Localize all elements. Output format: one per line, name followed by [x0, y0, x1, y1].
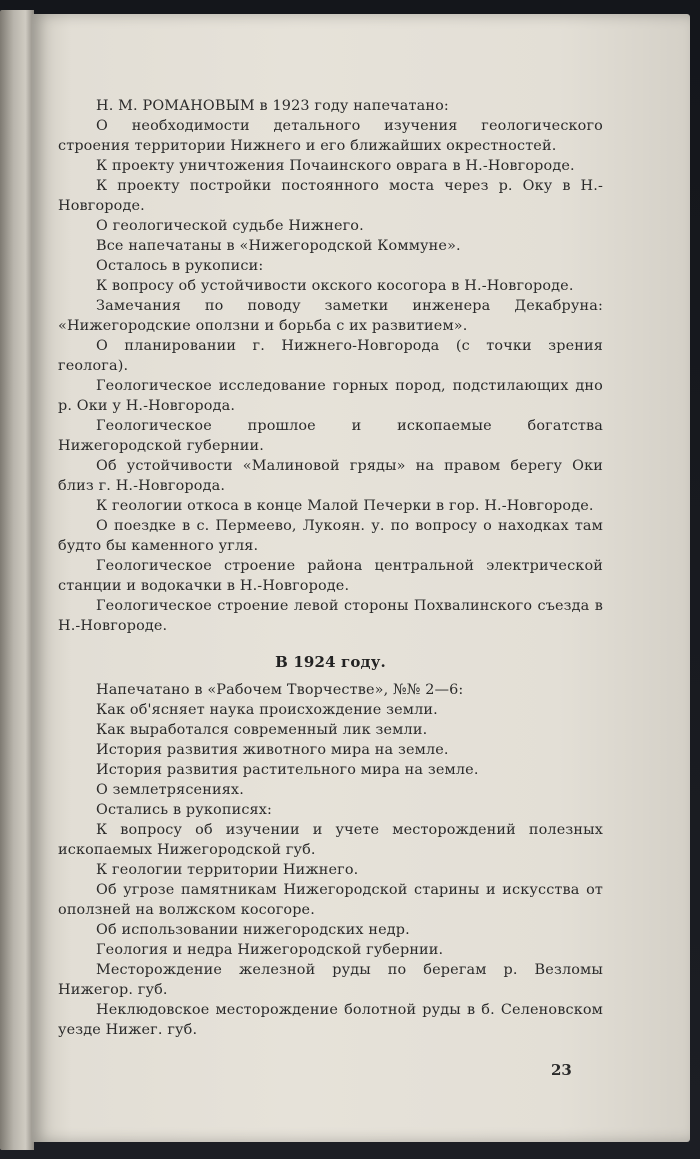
paragraph: О поездке в с. Пермеево, Лукоян. у. по вопросу о находках там будто бы каменного угля. [58, 518, 603, 554]
paragraph: К проекту постройки постоянного моста через р. Оку в Н.-Новгороде. [58, 178, 603, 214]
paragraph: Геология и недра Нижегородской губернии. [96, 942, 444, 958]
paragraph: Как об'ясняет наука происхождение земли. [96, 702, 438, 718]
paragraph: Неклюдовское месторождение болотной руды в б. Селеновском уезде Нижег. губ. [58, 1002, 603, 1038]
paragraph: Геологическое строение левой стороны Похвалинского съезда в Н.-Новгороде. [58, 598, 603, 634]
paragraph: К проекту уничтожения Почаинского оврага в Н.-Новгороде. [96, 158, 575, 174]
paragraph: Все напечатаны в «Нижегородской Коммуне». [96, 238, 461, 254]
paragraph: К вопросу об устойчивости окского косогора в Н.-Новгороде. [96, 278, 574, 294]
paragraph: Н. М. РОМАНОВЫМ в 1923 году напечатано: [96, 98, 449, 114]
paragraph: К геологии откоса в конце Малой Печерки в гор. Н.-Новгороде. [96, 498, 594, 514]
paragraph: Геологическое прошлое и ископаемые богатства Нижегородской губернии. [58, 418, 603, 454]
paragraph: К геологии территории Нижнего. [96, 862, 359, 878]
page-number: 23 [551, 1061, 572, 1079]
previous-page-edge [0, 10, 34, 1150]
paragraph: О необходимости детального изучения геологического строения территории Нижнего и его ближайших окрестностей. [58, 118, 603, 154]
paragraph: История развития животного мира на земле. [96, 742, 449, 758]
paragraph: Геологическое строение района центральной электрической станции и водокачки в Н.-Новгороде. [58, 558, 603, 594]
paragraph: Об устойчивости «Малиновой гряды» на правом берегу Оки близ г. Н.-Новгорода. [58, 458, 603, 494]
paragraph: Остались в рукописях: [96, 802, 273, 818]
paragraph: Геологическое исследование горных пород, подстилающих дно р. Оки у Н.-Новгорода. [58, 378, 603, 414]
paragraph: О планировании г. Нижнего-Новгорода (с точки зрения геолога). [58, 338, 603, 374]
paragraph: Замечания по поводу заметки инженера Декабруна: «Нижегородские оползни и борьба с их развитием». [58, 298, 603, 334]
section-heading: В 1924 году. [275, 653, 386, 671]
paragraph: Месторождение железной руды по берегам р. Везломы Нижегор. губ. [58, 962, 603, 998]
page-text [58, 96, 603, 1040]
paragraph: Напечатано в «Рабочем Творчестве», №№ 2—6: [96, 682, 464, 698]
paragraph: Осталось в рукописи: [96, 258, 264, 274]
paragraph: Как выработался современный лик земли. [96, 722, 428, 738]
paragraph: История развития растительного мира на земле. [96, 762, 479, 778]
paragraph: Об использовании нижегородских недр. [96, 922, 410, 938]
paragraph: Об угрозе памятникам Нижегородской старины и искусства от оползней на волжском косогоре. [58, 882, 603, 918]
paragraph: К вопросу об изучении и учете месторождений полезных ископаемых Нижегородской губ. [58, 822, 603, 858]
book-page [32, 14, 690, 1142]
paragraph: О геологической судьбе Нижнего. [96, 218, 364, 234]
paragraph: О землетрясениях. [96, 782, 244, 798]
